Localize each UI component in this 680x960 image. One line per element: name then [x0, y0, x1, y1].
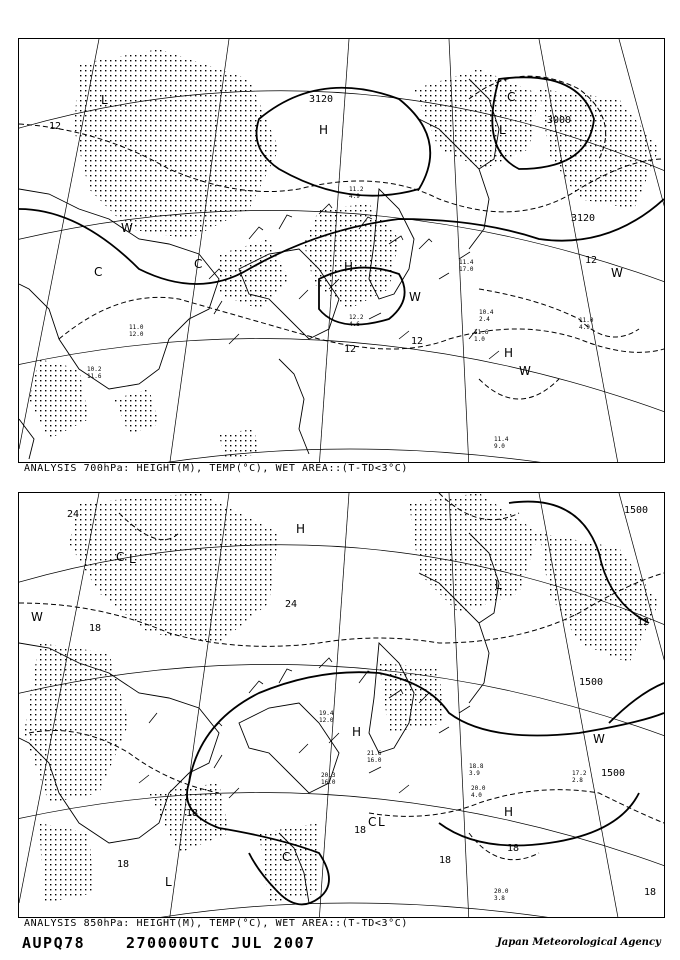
- station-dew: 4.9: [579, 324, 590, 331]
- station-dew: 11.6: [87, 373, 102, 380]
- station-temp: 18.8: [469, 763, 484, 770]
- center-marker: H: [344, 260, 354, 274]
- station-dew: 3.8: [494, 895, 505, 902]
- station-temp: 11.0: [129, 324, 144, 331]
- contour-label: 24: [285, 599, 298, 610]
- center-marker: C: [282, 850, 291, 864]
- center-marker: L: [499, 123, 506, 137]
- station-dew: 3.9: [469, 770, 480, 777]
- contour-label: 18: [117, 859, 130, 870]
- center-marker: H: [296, 522, 306, 536]
- center-marker: C: [194, 257, 203, 271]
- contour-label: 1500: [601, 768, 626, 779]
- center-marker: W: [593, 732, 605, 746]
- station-dew: 12.0: [129, 331, 144, 338]
- center-marker: W: [409, 290, 421, 304]
- station-temp: 11.6: [474, 329, 489, 336]
- station-temp: 11.0: [579, 317, 594, 324]
- station-temp: 20.3: [321, 772, 336, 779]
- station-temp: 12.2: [349, 314, 364, 321]
- station-temp: 19.4: [319, 710, 334, 717]
- contour-label: 12: [49, 121, 62, 132]
- center-marker: W: [611, 266, 623, 280]
- station-temp: 17.2: [572, 770, 587, 777]
- station-dew: 4.6: [349, 321, 360, 328]
- station-temp: 11.2: [349, 186, 364, 193]
- contour-label: 12: [411, 336, 424, 347]
- station-dew: 17.0: [459, 266, 474, 273]
- station-temp: 10.2: [87, 366, 102, 373]
- station-dew: 16.0: [321, 779, 336, 786]
- center-marker: H: [504, 805, 514, 819]
- map-700hpa: [18, 38, 665, 463]
- contour-label: 18: [186, 808, 199, 819]
- station-temp: 10.4: [479, 309, 494, 316]
- caption-700hpa: ANALYSIS 700hPa: HEIGHT(M), TEMP(°C), WET AREA::(T-TD<3°C): [24, 463, 408, 474]
- contour-label: 12: [585, 255, 598, 266]
- contour-label: 3120: [571, 213, 596, 224]
- center-marker: L: [165, 875, 172, 889]
- station-temp: 21.6: [367, 750, 382, 757]
- map-850hpa: [18, 492, 665, 918]
- center-marker: W: [519, 364, 531, 378]
- chart-code: AUPQ78: [22, 934, 86, 952]
- center-marker: L: [495, 578, 502, 592]
- station-dew: 4.9: [349, 193, 360, 200]
- center-marker: C: [116, 550, 125, 564]
- contour-label: 24: [67, 509, 80, 520]
- center-marker: L: [101, 93, 108, 107]
- center-marker: W: [31, 610, 43, 624]
- contour-label: 3000: [547, 115, 572, 126]
- center-marker: H: [319, 123, 329, 137]
- valid-time: 270000UTC JUL 2007: [126, 934, 316, 952]
- map-700hpa-graphics: [19, 39, 664, 462]
- station-dew: 9.0: [494, 443, 505, 450]
- station-temp: 11.4: [494, 436, 509, 443]
- center-marker: L: [378, 815, 385, 829]
- center-marker: H: [504, 346, 514, 360]
- station-temp: 20.0: [471, 785, 486, 792]
- contour-label: 18: [354, 825, 367, 836]
- station-dew: 16.0: [367, 757, 382, 764]
- station-dew: 2.8: [572, 777, 583, 784]
- caption-850hpa: ANALYSIS 850hPa: HEIGHT(M), TEMP(°C), WET AREA::(T-TD<3°C): [24, 918, 408, 929]
- contour-label: 18: [507, 843, 520, 854]
- station-dew: 12.0: [319, 717, 334, 724]
- contour-label: 12: [344, 344, 357, 355]
- map-850hpa-graphics: [19, 493, 664, 917]
- station-dew: 1.0: [474, 336, 485, 343]
- station-temp: 11.4: [459, 259, 474, 266]
- contour-label: 1500: [624, 505, 649, 516]
- contour-label: 18: [439, 855, 452, 866]
- center-marker: H: [352, 725, 362, 739]
- center-marker: C: [368, 815, 377, 829]
- contour-label: 18: [644, 887, 657, 898]
- center-marker: C: [507, 90, 516, 104]
- station-dew: 4.0: [471, 792, 482, 799]
- center-marker: L: [129, 552, 136, 566]
- contour-label: 1500: [579, 677, 604, 688]
- center-marker: W: [121, 221, 133, 235]
- contour-label: 12: [637, 617, 650, 628]
- station-temp: 20.0: [494, 888, 509, 895]
- contour-label: 3120: [309, 94, 334, 105]
- agency-name: Japan Meteorological Agency: [497, 937, 661, 948]
- contour-label: 18: [89, 623, 102, 634]
- center-marker: C: [94, 265, 103, 279]
- station-dew: 2.4: [479, 316, 490, 323]
